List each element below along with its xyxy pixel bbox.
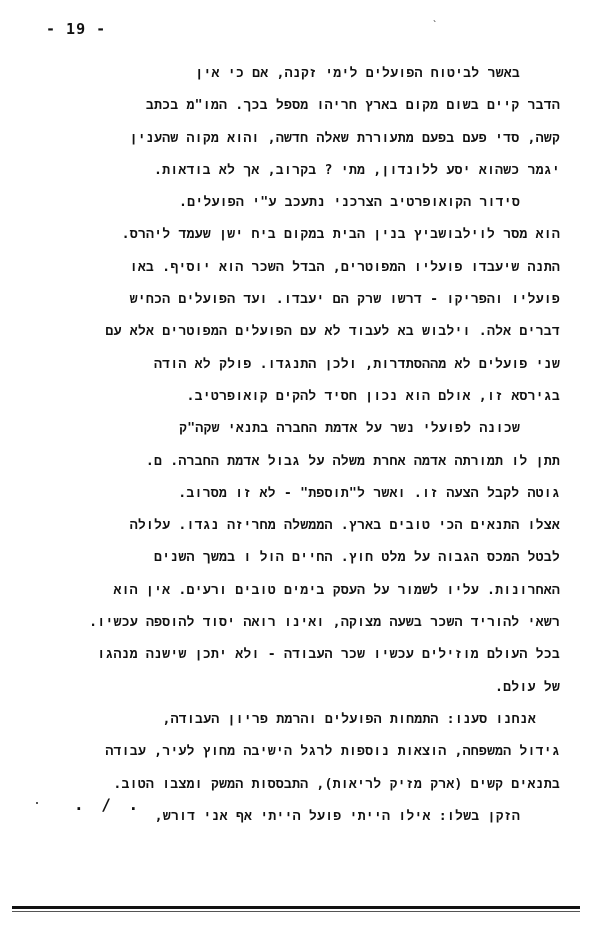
text-line: יגמר כשהוא יסע ללונדון, מתי ? בקרוב, אך לא בודאות. [153,162,560,178]
text-line: דברים אלה. וילבוש בא לעבוד לא עם הפועלים המפוטרים אלא עם [105,324,560,340]
text-line: הוא מסר לוילבושביץ בנין הבית במקום ביח ישן שעמד ליהרס. [121,227,560,243]
scan-speck: ` [432,20,439,31]
text-line: תתן לו תמורתה אדמה אחרת משלה על גבול אדמת החברה. ם. [145,453,560,469]
text-line: פועליו והפריקו - דרשו שרק הם יעבדו. ועד הפועלים הכחיש [129,292,560,308]
text-line: אצלו התנאים הכי טובים בארץ. הממשלה מחריזה נגדו. עלולה [129,518,560,534]
text-line: האחרונות. עליו לשמור על העסק בימים טובים ורעים. אין הוא [113,582,560,598]
text-line: בתנאים קשים (ארק מזיק לריאות), התבססות המשק ומצבו הטוב. [113,776,560,792]
text-line: שני פועלים לא מההסתדרות, ולכן התנגדו. פולק לא הודה [154,356,560,372]
text-line: באשר לביטוח הפועלים לימי זקנה, אם כי אין [195,66,520,81]
continuation-mark: . / . [74,795,143,814]
document-body [40,58,560,833]
text-line: אנחנו סענו: התמחות הפועלים והרמת פריון העבודה, [162,711,536,727]
margin-dot [36,802,38,804]
text-line: סידור הקואופרטיב הצרכני נתעכב ע"י הפועלים. [179,195,520,211]
text-line: גוטה לקבל הצעה זו. ואשר ל"תוספת" - לא זו מסרוב. [178,485,560,501]
footer-rule-thin [12,911,580,912]
text-line: שכונה לפועלי נשר על אדמת החברה בתנאי שקה"ק [179,421,520,437]
text-line: בכל העולם מוזילים עכשיו שכר העבודה - ולא יתכן שישנה מנהגו [97,647,560,663]
text-line: הדבר קיים בשום מקום בארץ חריהו מספל בכך. המו"מ בכתב [145,98,560,114]
text-line: הזקן בשלו: אילו הייתי פועל הייתי אף אני דורש, [154,808,520,824]
text-line: בגירסא זו, אולם הוא נכון חסיד להקים קואופרטיב. [186,388,560,404]
text-line: התנה שיעבדו פועליו המפוטרים, הבדל השכר הוא יוסיף. באו [129,259,560,275]
text-line: גידול המשפחה, הוצאות נוספות לרגל הישיבה מחוץ לעיר, עבודה [105,744,560,760]
text-line: לבטל המכס הגבוה על מלט חוץ. החיים הול ו במשך השנים [154,550,560,566]
page-number: - 19 - [46,20,107,38]
text-line: של עולם. [495,679,560,695]
text-line: קשה, סדי פעם בפעם מתעוררת שאלה חדשה, והוא מקוה שהענין [129,130,560,146]
text-line: רשאי להוריד השכר בשעה מצוקה, ואינו רואה יסוד להוספה עכשיו. [89,615,560,631]
footer-rule [12,906,580,909]
